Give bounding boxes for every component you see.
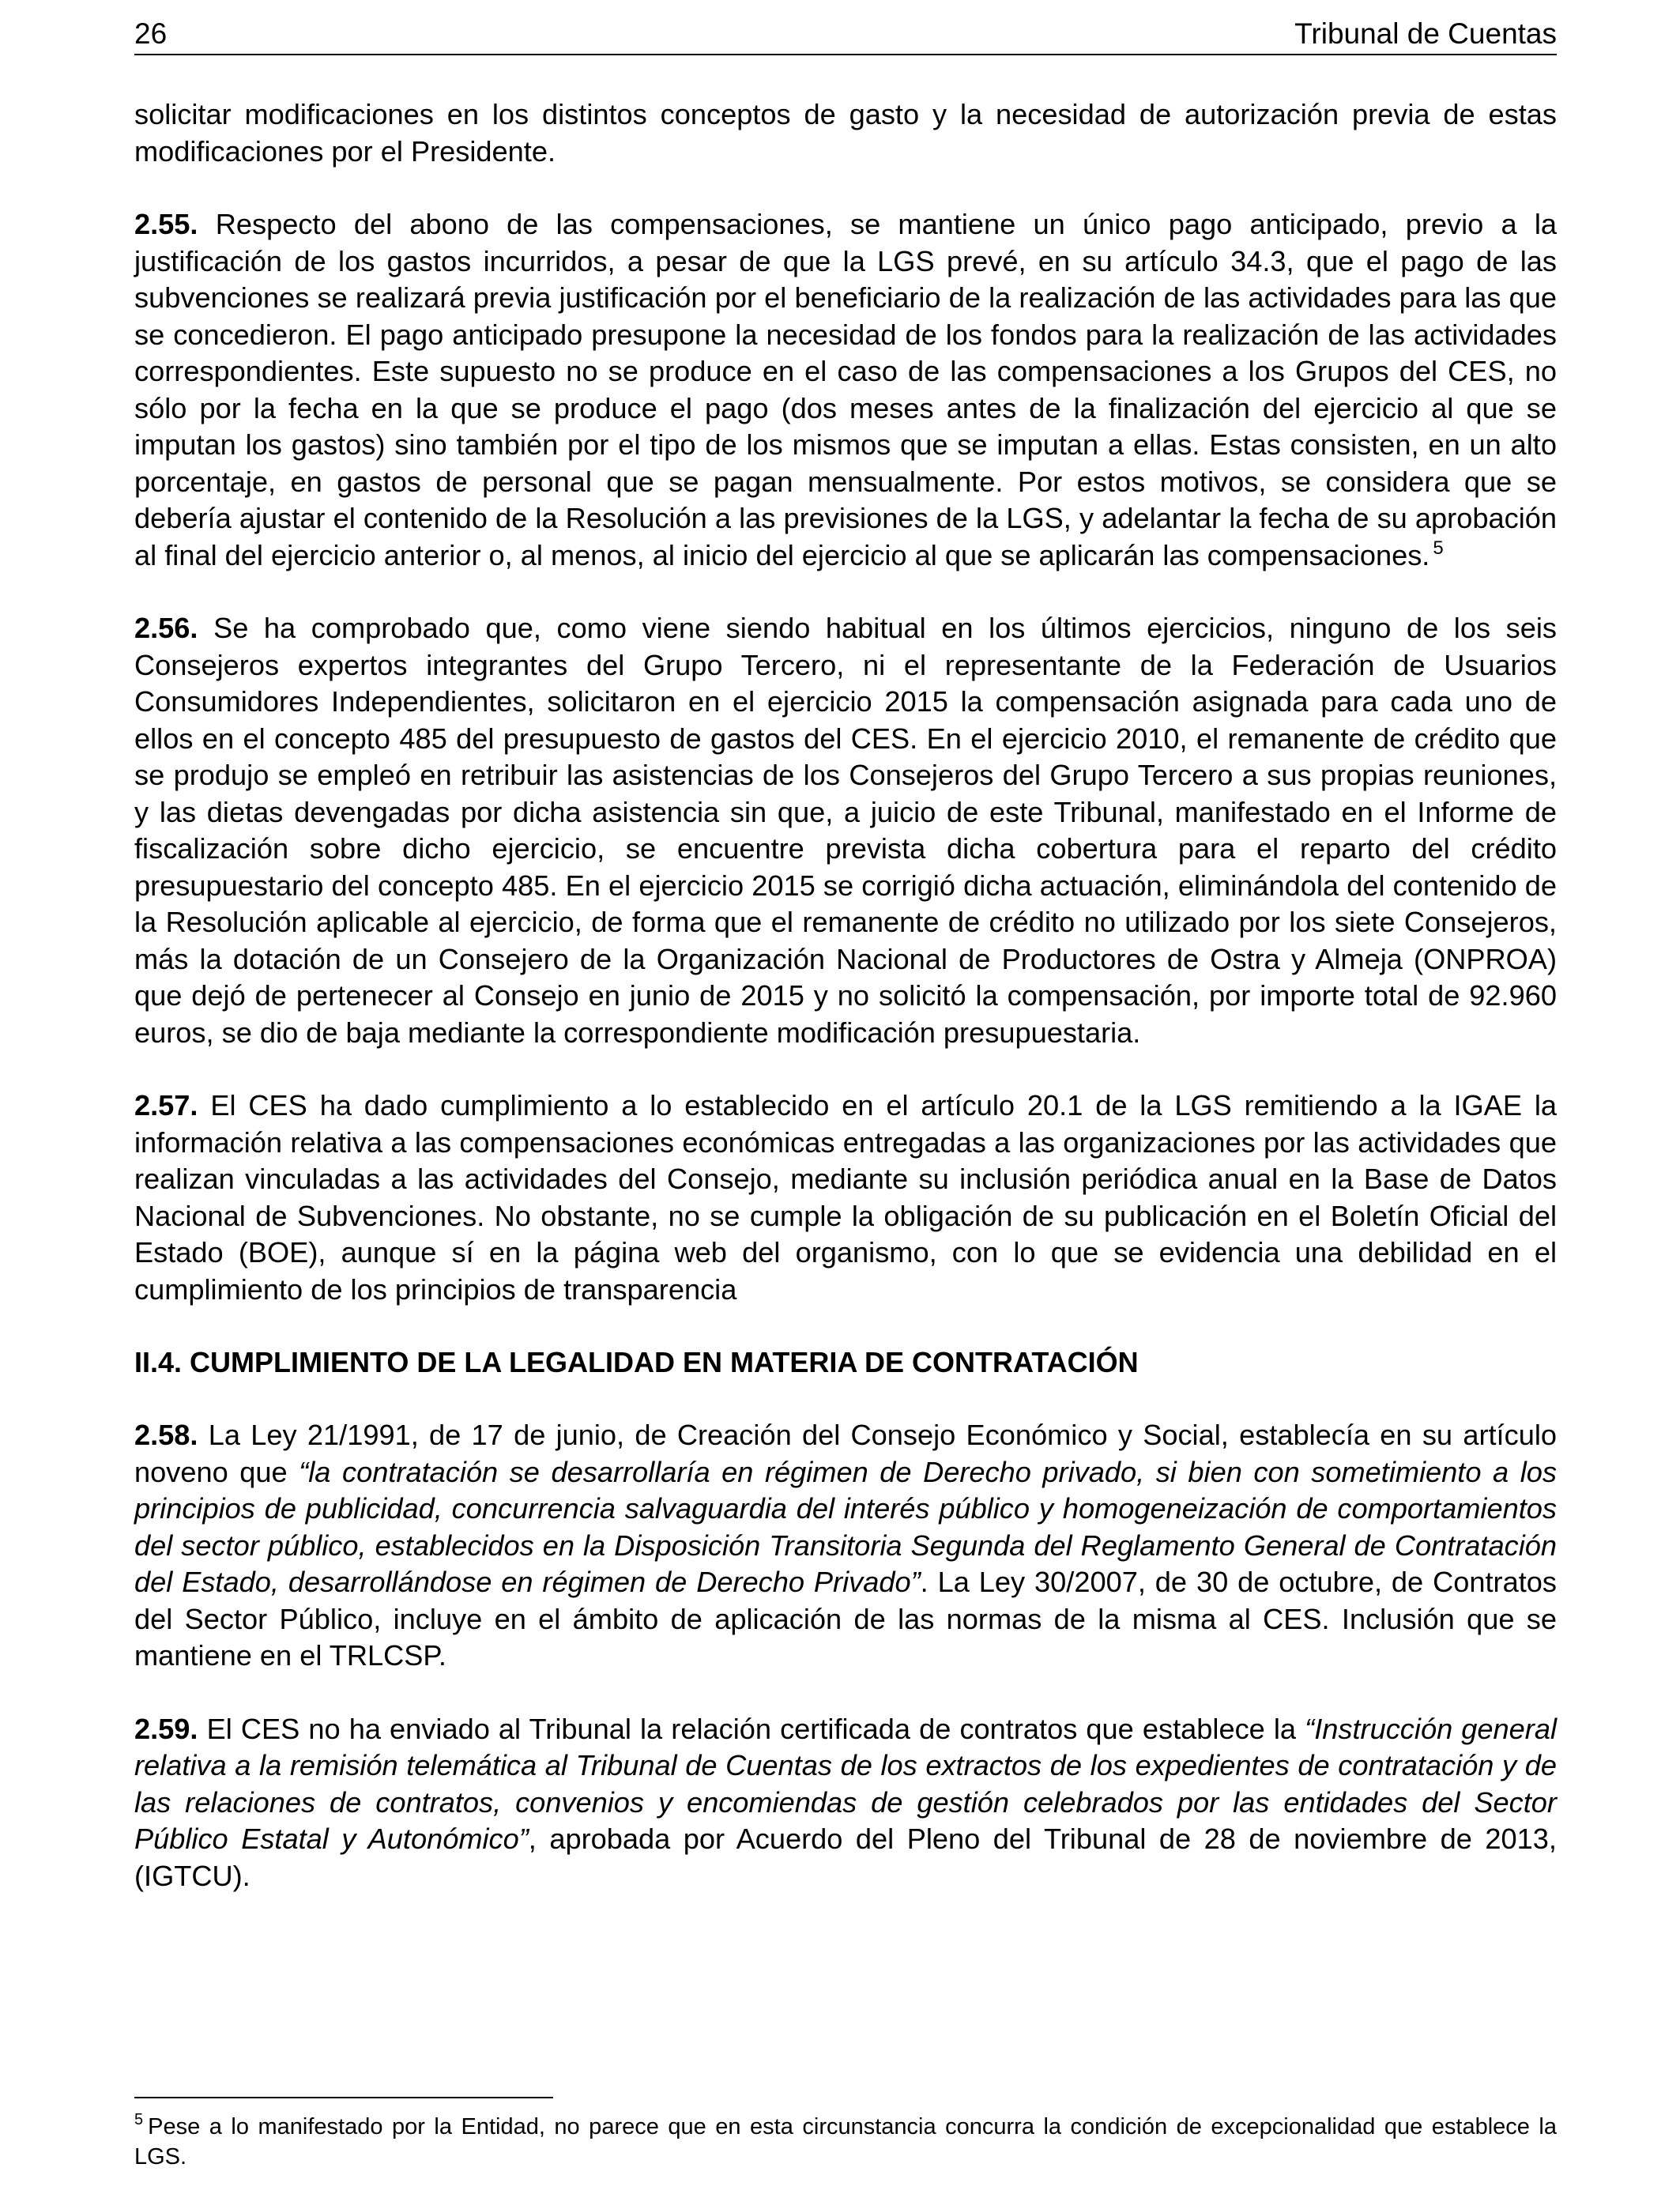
paragraph-text: . La Ley 30/2007, de 30 de octubre, de Contratos del Sector Público, incluye en el ámbito de aplicación de las normas de la misma al CES. Inclusión que se mantiene en el TRLCSP. xyxy=(134,1566,1557,1672)
paragraph-number: 2.58. xyxy=(134,1419,198,1451)
paragraph-quote: “Instrucción general relativa a la remisión telemática al Tribunal de Cuentas de los extractos de los expedientes de contratación y de las relaciones de contratos, convenios y encomiendas de gestión celebrados por las entidades del Sector Público Estatal y Autonómico” xyxy=(134,1712,1558,1855)
paragraph-quote: “la contratación se desarrollaría en régimen de Derecho privado, si bien con sometimiento a los principios de publicidad, concurrencia salvaguardia del interés público y homogeneización de comportamientos del sector público, establecidos en la Disposición Transitoria Segunda del Reglamento General de Contratación del Estado, desarrollándose en régimen de Derecho Privado” xyxy=(134,1455,1557,1598)
paragraph-text: El CES no ha enviado al Tribunal la relación certificada de contratos que establece la xyxy=(198,1712,1305,1745)
paragraph-text: Se ha comprobado que, como viene siendo habitual en los últimos ejercicios, ninguno de los seis Consejeros expertos integrantes del Grupo Tercero, ni el representante de la Federación de Usuarios Consumidores Independientes, solicitaron en el ejercicio 2015 la compensación asignada para cada uno de ellos en el concepto 485 del presupuesto de gastos del CES. En el ejercicio 2010, el remanente de crédito que se produjo se empleó en retribuir las asistencias de los Consejeros del Grupo Tercero a sus propias reuniones, y las dietas devengadas por dicha asistencia sin que, a juicio de este Tribunal, manifestado en el Informe de fiscalización sobre dicho ejercicio, se encuentre prevista dicha cobertura para el reparto del crédito presupuestario del concepto 485. En el ejercicio 2015 se corrigió dicha actuación, eliminándola del contenido de la Resolución aplicable al ejercicio, de forma que el remanente de crédito no utilizado por los siete Consejeros, más la dotación de un Consejero de la Organización Nacional de Productores de Ostra y Almeja (ONPROA) que dejó de pertenecer al Consejo en junio de 2015 y no solicitó la compensación, por importe total de 92.960 euros, se dio de baja mediante la correspondiente modificación presupuestaria. xyxy=(134,612,1557,1049)
footnote-separator xyxy=(134,2097,553,2098)
paragraph-2-59 xyxy=(134,1711,1557,1895)
paragraph-text: Respecto del abono de las compensaciones, se mantiene un único pago anticipado, previo a la justificación de los gastos incurridos, a pesar de que la LGS prevé, en su artículo 34.3, que el pago de las subvenciones se realizará previa justificación por el beneficiario de la realización de las actividades para las que se concedieron. El pago anticipado presupone la necesidad de los fondos para la realización de las actividades correspondientes. Este supuesto no se produce en el caso de las compensaciones a los Grupos del CES, no sólo por la fecha en la que se produce el pago (dos meses antes de la finalización del ejercicio al que se imputan los gastos) sino también por el tipo de los mismos que se imputan a ellas. Estas consisten, en un alto porcentaje, en gastos de personal que se pagan mensualmente. Por estos motivos, se considera que se debería ajustar el contenido de la Resolución a las previsiones de la LGS, y adelantar la fecha de su aprobación al final del ejercicio anterior o, al menos, al inicio del ejercicio al que se aplicarán las compensaciones. xyxy=(134,208,1557,571)
footnote-mark: 5 xyxy=(134,2111,144,2128)
paragraph-number: 2.55. xyxy=(134,208,198,240)
footnote-ref[interactable]: 5 xyxy=(1433,537,1444,559)
paragraph-text: El CES ha dado cumplimiento a lo establecido en el artículo 20.1 de la LGS remitiendo a la IGAE la información relativa a las compensaciones económicas entregadas a las organizaciones por las actividades que realizan vinculadas a las actividades del Consejo, mediante su inclusión periódica anual en la Base de Datos Nacional de Subvenciones. No obstante, no se cumple la obligación de su publicación en el Boletín Oficial del Estado (BOE), aunque sí en la página web del organismo, con lo que se evidencia una debilidad en el cumplimiento de los principios de transparencia xyxy=(134,1089,1557,1306)
paragraph-2-57 xyxy=(134,1088,1557,1308)
document-page xyxy=(134,0,1557,2194)
paragraph-2-55 xyxy=(134,206,1557,574)
footnote xyxy=(134,2112,1557,2172)
paragraph-text: , aprobada por Acuerdo del Pleno del Tribunal de 28 de noviembre de 2013, (IGTCU). xyxy=(134,1823,1557,1892)
header-title: Tribunal de Cuentas xyxy=(1294,17,1557,50)
page-number: 26 xyxy=(134,17,168,50)
paragraph-2-58 xyxy=(134,1417,1557,1675)
paragraph-continuation xyxy=(134,96,1557,170)
paragraph-number: 2.59. xyxy=(134,1712,198,1745)
section-heading: II.4. CUMPLIMIENTO DE LA LEGALIDAD EN MATERIA DE CONTRATACIÓN xyxy=(134,1346,1139,1378)
document-body xyxy=(134,96,1557,1931)
paragraph-text: La Ley 21/1991, de 17 de junio, de Creación del Consejo Económico y Social, establecía en su artículo noveno que xyxy=(134,1419,1557,1488)
paragraph-text: solicitar modificaciones en los distintos conceptos de gasto y la necesidad de autorización previa de estas modificaciones por el Presidente. xyxy=(134,98,1557,168)
paragraph-2-56 xyxy=(134,610,1557,1051)
paragraph-number: 2.56. xyxy=(134,612,198,644)
footnote-text: Pese a lo manifestado por la Entidad, no parece que en esta circunstancia concurra la condición de excepcionalidad que establece la LGS. xyxy=(134,2114,1557,2169)
page-header xyxy=(134,14,1557,55)
paragraph-number: 2.57. xyxy=(134,1089,198,1122)
